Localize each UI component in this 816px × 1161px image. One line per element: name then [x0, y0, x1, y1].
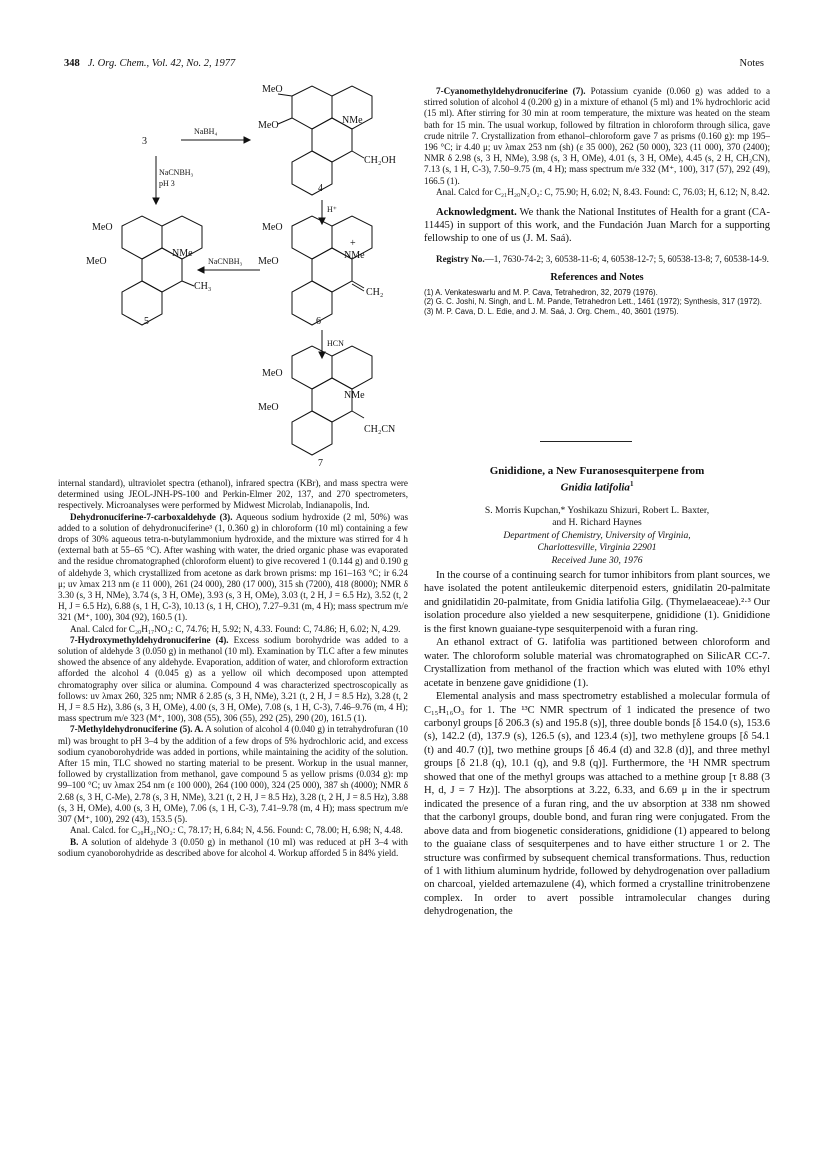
paragraph: internal standard), ultraviolet spectra (ethanol), infrared spectra (KBr), and mass spectra were determined using JEOL-JNH-PS-100 and Perkin-Elmer 202, 137, and 270 spectrometers, respectively. Microanalyses were performed by Midwest Microlab, Indianapolis, Ind.	[58, 478, 408, 511]
label-meo: MeO	[258, 256, 279, 267]
section-heading: Dehydronuciferine-7-carboxaldehyde (3).	[70, 511, 233, 522]
label-ch2: CH₂	[366, 287, 384, 298]
label-plus: +	[350, 238, 356, 249]
label-ch2cn: CH₂CN	[364, 424, 396, 435]
article-title	[424, 465, 770, 495]
acknowledgment	[424, 206, 770, 246]
article-title-line: Gnididione, a New Furanosesquiterpene from	[489, 465, 705, 477]
structure-compound-4	[278, 86, 372, 195]
label-ch3: CH₃	[194, 281, 212, 292]
reagent-nabh4: NaBH₄	[194, 127, 218, 136]
references-list	[424, 288, 770, 316]
reagent-nacnbh3-1: NaCNBH₃	[159, 168, 194, 177]
paragraph-text: A solution of aldehyde 3 (0.050 g) in methanol (10 ml) was reduced at pH 3–4 with sodium cyanoborohydride as described above for alcohol 4. Workup afforded 5 in 84% yield.	[58, 836, 408, 858]
label-meo: MeO	[262, 222, 283, 233]
reference-item: (3) M. P. Cava, D. L. Edie, and J. M. Saá, J. Org. Chem., 40, 3601 (1975).	[424, 306, 679, 316]
article-body	[424, 569, 770, 919]
section-heading: 7-Hydroxymethyldehydronuciferine (4).	[70, 634, 229, 645]
compound-label-7: 7	[318, 458, 323, 469]
paragraph: Anal. Calcd for C₂₁H₂₀N₂O₂: C, 75.90; H, 6.02; N, 8.43. Found: C, 76.03; H, 6.12; N, 8.42.	[436, 186, 770, 197]
paragraph	[58, 512, 408, 624]
right-column-top	[424, 86, 770, 316]
paragraph: Anal. Calcd for C₂₀H₁₇NO₃: C, 74.76; H, 5.92; N, 4.33. Found: C, 74.86; H, 6.02; N, 4.29.	[70, 623, 401, 634]
paragraph-text: A solution of alcohol 4 (0.040 g) in tetrahydrofuran (10 ml) was brought to pH 3–4 by the addition of a few drops of 5% hydrochloric acid, and excess sodium cyanoborohydride was added in portions, while maintaining the acidity of the solution. After 15 min, TLC showed no starting material to be present. Workup in the usual manner, followed by crystallization from methanol, gave compound 5 as yellow prisms (0.034 g): mp 99–100 °C; uv λmax 254 nm (ε 100 000), 264 (100 000), 324 (25 000), 387 sh (4000); NMR δ 2.68 (s, 3 H, C-Me), 2.78 (s, 3 H, NMe), 3.21 (t, 2 H, J = 8.5 Hz), 3.28 (t, 2 H, J = 8.5 Hz), 3.88 (s, 3 H, OMe), 4.00 (s, 3 H, OMe), 7.06 (s, 1 H, C-3), 7.41–9.78 (m, 4 H); mass spectrum m/e 307 (M⁺, 100), 292 (43), 153.5 (5).	[58, 724, 408, 825]
paragraph-text: —1, 7630-74-2; 3, 60538-11-6; 4, 60538-12-7; 5, 60538-13-8; 7, 60538-14-9.	[484, 253, 769, 264]
paragraph-text: Potassium cyanide (0.060 g) was added to a stirred solution of alcohol 4 (0.200 g) in a mixture of ethanol (5 ml) and 1% hydrochloric acid (15 ml). After stirring for 30 min at room temperature, the mixture was heated on the steam bath for 15 min. The usual workup, followed by filtration in chloroform through silica, gave crude nitrile 7. Crystallization from ethanol–chloroform gave 7 as prisms (0.160 g): mp 195–196 °C; ir 4.40 μ; uv λmax 253 nm (sh) (ε 35 000), 262 (50 000), 323 (11 000), 370 (2400); NMR δ 2.98 (s, 3 H, NMe), 3.98 (s, 3 H, OMe), 4.01 (s, 3 H, OMe), 4.45 (s, 2 H, CH₂CN), 7.13 (s, 1 H, C-3), 7.50–9.75 (m, 4 H); mass spectrum m/e 332 (M⁺, 100), 317 (57), 292 (49), 166.5 (1).	[424, 86, 770, 186]
section-heading: 7-Methyldehydronuciferine (5). A.	[70, 724, 204, 735]
affiliation-line: Department of Chemistry, University of Virginia,	[503, 530, 691, 541]
footnote-marker: 1	[629, 480, 634, 488]
section-heading: Registry No.	[436, 253, 485, 264]
paragraph: An ethanol extract of G. latifolia was partitioned between chloroform and water. The chloroform soluble material was chromatographed on SilicAR CC-7. Crystallization from methanol of the fraction which was eluted with 10% ethyl acetate in benzene gave gnididione (1).	[424, 637, 770, 689]
affiliation-line: Charlottesville, Virginia 22901	[537, 541, 657, 553]
section-name: Notes	[739, 58, 764, 69]
page-number: 348	[64, 58, 80, 69]
paragraph-text: We thank the National Institutes of Health for a grant (CA-11445) in support of this work, and the Fundación Juan March for a supporting fellowship to one of us (J. M. Saá).	[424, 207, 770, 245]
compound-label-4: 4	[318, 183, 323, 194]
label-meo: MeO	[258, 402, 279, 413]
label-meo: MeO	[86, 256, 107, 267]
article-authors	[424, 505, 770, 528]
label-nme: NMe	[344, 250, 365, 261]
received-date: Received June 30, 1976	[551, 555, 643, 566]
label-ch2oh: CH₂OH	[364, 155, 396, 166]
label-meo: MeO	[92, 222, 113, 233]
running-header-left	[64, 58, 235, 69]
journal-citation: J. Org. Chem., Vol. 42, No. 2, 1977	[87, 58, 236, 69]
structure-compound-5	[122, 216, 202, 325]
reaction-scheme	[86, 78, 406, 473]
label-meo: MeO	[258, 120, 279, 131]
reagent-nacnbh3-2: NaCNBH₃	[208, 257, 243, 266]
reagent-ph3: pH 3	[159, 179, 175, 188]
section-heading: 7-Cyanomethyldehydronuciferine (7).	[436, 86, 586, 96]
compound-label-5: 5	[144, 316, 149, 327]
section-divider	[540, 441, 632, 442]
compound-label-3: 3	[142, 136, 147, 147]
label-nme: NMe	[344, 390, 365, 401]
registry	[424, 254, 770, 265]
label-nme: NMe	[172, 248, 193, 259]
author-line: S. Morris Kupchan,* Yoshikazu Shizuri, Robert L. Baxter,	[484, 505, 710, 516]
paragraph	[424, 86, 770, 187]
label-nme: NMe	[342, 115, 363, 126]
article-affiliation	[424, 530, 770, 553]
label-meo: MeO	[262, 368, 283, 379]
label-meo: MeO	[262, 84, 283, 95]
paragraph	[58, 837, 408, 859]
paragraph: In the course of a continuing search for tumor inhibitors from plant sources, we have isolated the potent antileukemic diterpenoid esters, gnidilatin 20-palmitate and gnidilatidin 20-palmitate, from Gnidia latifolia Gilg. (Thymelaeaceae).²·³ Our isolation procedure also yielded a new sesquiterpene, gnididione (1). Gnididione is the first known guaiane-type sesquiterpenoid with a furan ring.	[424, 570, 770, 635]
author-line: and H. Richard Haynes	[552, 516, 642, 528]
section-heading: Acknowledgment.	[436, 207, 517, 219]
section-heading: B.	[70, 836, 79, 847]
paragraph	[58, 635, 408, 725]
compound-label-6: 6	[316, 316, 321, 327]
paragraph: Elemental analysis and mass spectrometry established a molecular formula of C₁₅H₁₆O₃ for 1. The ¹³C NMR spectrum of 1 indicated the presence of two carbonyl groups [δ 206.3 (s) and 195.8 (s)], three double bonds [δ 154.0 (s), 153.6 (s), 142.2 (d), 137.9 (s), 126.5 (s), and 123.4 (s)], two methylene groups [δ 54.1 (t) and 40.7 (t)], two methine groups [δ 46.4 (d) and 32.8 (d)], and three methyl groups [δ 21.8 (q), 10.1 (q), and 9.8 (q)]. Furthermore, the ¹H NMR spectrum showed that one of the methyl groups was attached to a methine group [τ 8.88 (3 H, d, J = 7 Hz)]. The absorptions at 3.22, 6.33, and 6.69 μ in the ir spectrum indicated the presence of a furan ring, and the uv absorption at 338 nm showed that the carbonyl groups, double bond, and furan ring were conjugated. From the above data and from biogenetic considerations, gnididione (1) appeared to belong to the guaiane class of sesquiterpenes and to have either structure 1 or 2. The structure was confirmed by subsequent chemical transformations. Thus, reduction of 1 with lithium aluminum hydride, followed by dehydrogenation over palladium on charcoal, yielded artemazulene (4), which formed a crystalline trinitrobenzene complex. In order to avert possible intramolecular changes during dehydrogenation, the	[424, 691, 770, 918]
article-title-line: Gnidia latifolia	[560, 481, 630, 494]
reference-item: (2) G. C. Joshi, N. Singh, and L. M. Pande, Tetrahedron Lett., 1461 (1972); Synthesis, 317 (1972).	[424, 297, 762, 307]
paragraph-text: Aqueous sodium hydroxide (2 ml, 50%) was added to a solution of dehydronuciferine³ (1, 0.360 g) in chloroform (10 ml) containing a few drops of 30% aqueous tetra-n-butylammonium hydroxide, and the mixture was stirred for 4 h (external bath at 55–65 °C). After washing with water, the dried organic phase was evaporated and the residue chromatographed (chloroform eluent) to give recovered 1 (0.144 g) and 0.190 g of aldehyde 3, which crystallized from acetone as dark brown prisms: mp 161–163 °C; ir 6.24 μ; uv λmax 213 nm (ε 11 000), 261 (24 000), 280 (17 000), 315 sh (7200), 418 (8000); NMR δ 3.30 (s, 3 H, NMe), 3.74 (s, 3 H, OMe), 3.93 (s, 3 H, OMe), 3.03 (t, 2 H, J = 6.5 Hz), 3.52 (t, 2 H, J = 6.5 Hz), 6.88 (s, 1 H, C-3), 10.13 (s, 1 H, CHO), 7.27–9.31 (m, 4 H); mass spectrum m/e 321 (M⁺, 100), 304 (92), 160.5 (1).	[58, 511, 409, 623]
paragraph: Anal. Calcd. for C₂₀H₂₁NO₂: C, 78.17; H, 6.84; N, 4.56. Found: C, 78.00; H, 6.98; N, 4.48.	[70, 825, 403, 836]
paragraph	[58, 724, 408, 825]
reference-item: (1) A. Venkateswarlu and M. P. Cava, Tetrahedron, 32, 2079 (1976).	[424, 288, 658, 298]
left-column	[58, 478, 408, 859]
paragraph-text: Excess sodium borohydride was added to a solution of aldehyde 3 (0.050 g) in methanol (10 ml). Examination by TLC after a few minutes showed the absence of any aldehyde. Evaporation, addition of water, and chloroform extraction afforded the alcohol 4 (0.045 g) as a yellow oil which decomposed upon attempted chromatography over silica or alumina. Compound 4 was characterized spectroscopically as follows: uv λmax 260, 325 nm; NMR δ 2.85 (s, 3 H, NMe), 3.21 (t, 2 H, J = 8.5 Hz), 3.28 (t, 2 H, J = 8.5 Hz), 3.86 (s, 3 H, OMe), 4.00 (s, 3 H, OMe), 7.08 (s, 1 H, C-3), 7.46–9.76 (m, 4 H); mass spectrum m/e 323 (M⁺, 100), 308 (55), 306 (55), 292 (25), 290 (20), 161.5 (1).	[58, 634, 409, 724]
reagent-hplus: H⁺	[327, 205, 337, 214]
reagent-hcn: HCN	[327, 339, 344, 348]
structure-compound-6	[292, 216, 372, 325]
references-heading: References and Notes	[550, 271, 644, 283]
